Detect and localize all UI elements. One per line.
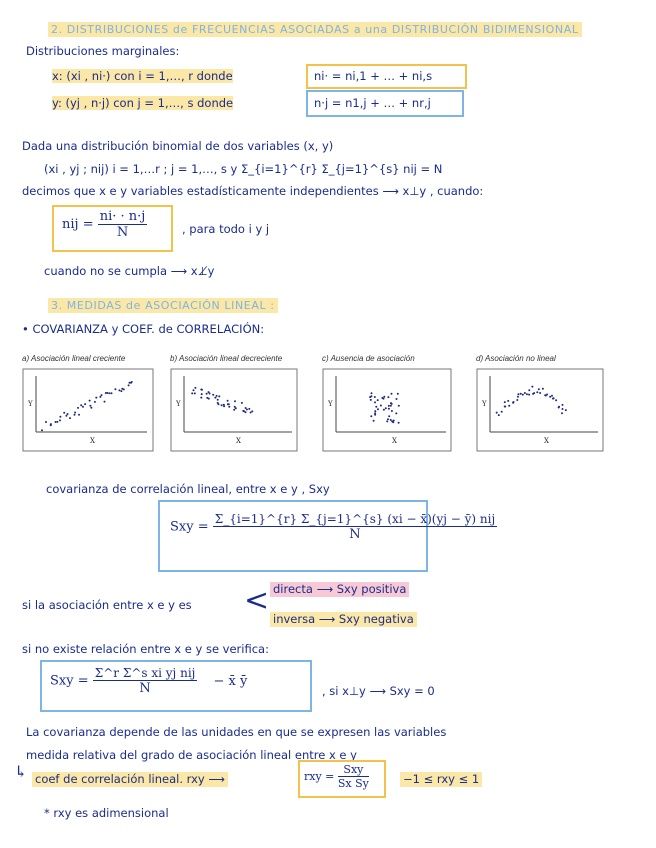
covariance-title: • COVARIANZA y COEF. de CORRELACIÓN: <box>22 322 265 336</box>
scatter-point <box>546 394 548 396</box>
scatter-point <box>396 398 398 400</box>
scatter-point <box>516 399 518 401</box>
scatter-point <box>218 395 220 397</box>
scatter-point <box>565 409 567 411</box>
scatter-point <box>194 387 196 389</box>
scatter-point <box>99 396 101 398</box>
scatter-point <box>50 424 52 426</box>
scatter-point <box>390 419 392 421</box>
scatter-point <box>551 395 553 397</box>
scatter-point <box>200 397 202 399</box>
scatter-point <box>373 420 375 422</box>
scatter-point <box>106 392 108 394</box>
plot-b-ylabel: Y <box>176 400 181 408</box>
scatter-point <box>206 393 208 395</box>
no-relation-numerator: Σ^r Σ^s xi yj nij <box>94 666 196 680</box>
independence-formula <box>62 209 147 240</box>
scatter-point <box>513 401 515 403</box>
plot-d <box>476 368 604 452</box>
scatter-point <box>549 396 551 398</box>
scatter-point <box>526 393 528 395</box>
binomial-line-1: Dada una distribución binomial de dos variables (x, y) <box>22 139 334 153</box>
binomial-line-2: (xi , yj ; nij) i = 1,…r ; j = 1,…, s y Σ_{i=1}^{r} Σ_{j=1}^{s} nij = N <box>44 162 443 176</box>
covariance-fraction <box>213 512 497 542</box>
no-relation-lead: si no existe relación entre x e y se verifica: <box>22 642 269 656</box>
scatter-point <box>59 419 61 421</box>
binomial-line-3: decimos que x e y variables estadísticamente independientes ⟶ x⊥y , cuando: <box>22 184 484 198</box>
plot-a-title: a) Asociación lineal creciente <box>22 354 126 363</box>
independence-tail: , para todo i y j <box>182 222 270 236</box>
scatter-point <box>74 412 76 414</box>
scatter-point <box>392 421 394 423</box>
scatter-point <box>528 389 530 391</box>
plot-d-xlabel: X <box>544 437 549 445</box>
scatter-point <box>234 400 236 402</box>
covariance-denominator: N <box>349 527 361 542</box>
plot-c-frame <box>323 369 451 451</box>
scatter-point <box>63 412 65 414</box>
scatter-point <box>218 403 220 405</box>
scatter-point <box>387 418 389 420</box>
scatter-point <box>194 392 196 394</box>
x-marginal-line <box>52 69 233 84</box>
scatter-point <box>536 391 538 393</box>
plot-b-xlabel: X <box>236 437 241 445</box>
closing-line-1: La covarianza depende de las unidades en que se expresen las variables <box>26 725 447 739</box>
closing-line-2: medida relativa del grado de asociación lineal entre x e y <box>26 748 357 762</box>
correlation-numerator: Sxy <box>338 763 369 777</box>
scatter-point <box>200 389 202 391</box>
scatter-point <box>397 393 399 395</box>
scatter-point <box>89 405 91 407</box>
scatter-point <box>84 403 86 405</box>
scatter-point <box>74 414 76 416</box>
scatter-point <box>528 394 530 396</box>
scatter-point <box>235 407 237 409</box>
no-relation-fraction <box>93 666 198 696</box>
scatter-point <box>80 404 82 406</box>
scatter-point <box>558 407 560 409</box>
scatter-point <box>227 400 229 402</box>
scatter-point <box>243 410 245 412</box>
plot-c-ylabel: Y <box>328 400 333 408</box>
scatter-point <box>131 381 133 383</box>
scatter-point <box>374 401 376 403</box>
scatter-point <box>94 401 96 403</box>
scatter-point <box>390 405 392 407</box>
scatter-point <box>223 405 225 407</box>
scatter-point <box>221 404 223 406</box>
closing-hook-arrow: ↳ <box>14 762 28 781</box>
scatter-point <box>191 392 193 394</box>
plot-a-frame <box>23 369 153 451</box>
scatter-point <box>387 396 389 398</box>
scatter-point <box>120 390 122 392</box>
closing-line-4: * rxy es adimensional <box>44 806 169 820</box>
scatter-point <box>380 405 382 407</box>
scatter-point <box>381 397 383 399</box>
scatter-point <box>214 397 216 399</box>
section-2-heading: 2. DISTRIBUCIONES de FRECUENCIAS ASOCIADAS a una DISTRIBUCIÓN BIDIMENSIONAL <box>48 22 582 37</box>
scatter-point <box>375 406 377 408</box>
y-marginal-line <box>52 96 233 111</box>
x-marginal-text: x: (xi , ni·) con i = 1,…, r donde <box>52 69 233 83</box>
scatter-point <box>524 392 526 394</box>
scatter-point <box>41 429 43 431</box>
scatter-point <box>208 398 210 400</box>
association-inversa: inversa ⟶ Sxy negativa <box>270 612 417 627</box>
scatter-point <box>67 413 69 415</box>
scatter-point <box>383 409 385 411</box>
scatter-point <box>216 395 218 397</box>
scatter-point <box>250 412 252 414</box>
y-marginal-text: y: (yj , n·j) con j = 1,…, s donde <box>52 96 234 110</box>
scatter-point <box>388 408 390 410</box>
scatter-point <box>393 420 395 422</box>
covariance-description: covarianza de correlación lineal, entre x e y , Sxy <box>46 482 330 496</box>
scatter-point <box>251 410 253 412</box>
scatter-point <box>371 392 373 394</box>
scatter-point <box>561 412 563 414</box>
scatter-point <box>193 389 195 391</box>
independence-lhs: nij = <box>62 217 94 232</box>
plot-c <box>322 368 452 452</box>
scatter-point <box>388 405 390 407</box>
no-relation-tail: , si x⊥y ⟶ Sxy = 0 <box>322 684 435 698</box>
scatter-point <box>501 411 503 413</box>
scatter-point <box>90 407 92 409</box>
no-relation-lhs: Sxy = <box>50 673 89 689</box>
scatter-point <box>374 396 376 398</box>
scatter-point <box>95 397 97 399</box>
y-marginal-formula: n·j = n1,j + … + nr,j <box>314 96 431 110</box>
scatter-point <box>201 393 203 395</box>
association-brace: < <box>244 583 270 618</box>
scatter-point <box>233 409 235 411</box>
x-marginal-formula: ni· = ni,1 + … + ni,s <box>314 69 433 83</box>
scatter-point <box>562 408 564 410</box>
scatter-point <box>228 406 230 408</box>
scatter-point <box>398 422 400 424</box>
not-independent-line: cuando no se cumpla ⟶ x⊥̸y <box>44 264 215 278</box>
scatter-point <box>128 384 130 386</box>
scatter-point <box>246 409 248 411</box>
association-directa: directa ⟶ Sxy positiva <box>270 582 409 597</box>
scatter-point <box>118 389 120 391</box>
plot-c-xlabel: X <box>392 437 397 445</box>
no-relation-formula <box>50 666 247 696</box>
plot-d-ylabel: Y <box>482 400 487 408</box>
scatter-point <box>507 400 509 402</box>
scatter-point <box>383 396 385 398</box>
covariance-formula <box>170 512 497 542</box>
plot-a-ylabel: Y <box>28 400 33 408</box>
scatter-point <box>386 420 388 422</box>
plot-b-title: b) Asociación lineal decreciente <box>170 354 283 363</box>
scatter-point <box>531 386 533 388</box>
scatter-point <box>59 416 61 418</box>
scatter-point <box>504 401 506 403</box>
scatter-point <box>391 403 393 405</box>
scatter-point <box>370 395 372 397</box>
scatter-point <box>395 412 397 414</box>
scatter-point <box>114 388 116 390</box>
scatter-point <box>111 392 113 394</box>
plot-a-xlabel: X <box>90 437 95 445</box>
scatter-point <box>56 421 58 423</box>
scatter-point <box>45 421 47 423</box>
scatter-point <box>504 406 506 408</box>
correlation-lhs: rxy = <box>304 770 335 783</box>
plot-a <box>22 368 154 452</box>
scatter-point <box>77 407 79 409</box>
scatter-point <box>217 399 219 401</box>
scatter-point <box>539 392 541 394</box>
marginales-title: Distribuciones marginales: <box>26 44 180 58</box>
no-relation-denominator: N <box>139 681 151 696</box>
scatter-point <box>385 407 387 409</box>
scatter-point <box>82 406 84 408</box>
scatter-point <box>104 401 106 403</box>
independence-denominator: N <box>116 225 129 240</box>
scatter-point <box>520 393 522 395</box>
closing-line-3: coef de correlación lineal. rxy ⟶ <box>32 772 228 787</box>
plot-b <box>170 368 298 452</box>
scatter-point <box>391 410 393 412</box>
scatter-point <box>522 394 524 396</box>
plot-d-frame <box>477 369 603 451</box>
scatter-point <box>228 403 230 405</box>
covariance-numerator: Σ_{i=1}^{r} Σ_{j=1}^{s} (xi − x̄)(yj − ȳ) nij <box>214 512 496 526</box>
scatter-point <box>508 405 510 407</box>
scatter-point <box>555 399 557 401</box>
scatter-point <box>69 417 71 419</box>
association-lead: si la asociación entre x e y es <box>22 598 192 612</box>
scatter-point <box>538 388 540 390</box>
scatter-point <box>370 399 372 401</box>
scatter-point <box>517 396 519 398</box>
scatter-point <box>377 399 379 401</box>
scatter-point <box>542 388 544 390</box>
scatter-point <box>498 414 500 416</box>
scatter-point <box>208 391 210 393</box>
scatter-point <box>370 415 372 417</box>
scatter-point <box>374 410 376 412</box>
covariance-lhs: Sxy = <box>170 519 209 535</box>
scatter-point <box>248 408 250 410</box>
scatter-point <box>388 415 390 417</box>
scatter-point <box>377 408 379 410</box>
correlation-denominator: Sx Sy <box>337 777 369 790</box>
no-relation-minus: − x̄ ȳ <box>213 673 248 689</box>
scatter-point <box>241 402 243 404</box>
scatter-point <box>496 412 498 414</box>
scatter-point <box>398 405 400 407</box>
scatter-point <box>108 392 110 394</box>
scatter-point <box>55 421 57 423</box>
scatter-point <box>65 415 67 417</box>
correlation-range: −1 ≤ rxy ≤ 1 <box>400 772 482 787</box>
section-3-heading: 3. MEDIDAS de ASOCIACIÓN LINEAL : <box>48 298 278 313</box>
scatter-point <box>212 394 214 396</box>
correlation-formula <box>304 763 369 790</box>
independence-numerator: ni· · n·j <box>99 209 146 224</box>
plot-d-title: d) Asociación no lineal <box>476 354 556 363</box>
scatter-point <box>562 404 564 406</box>
scatter-point <box>517 393 519 395</box>
correlation-fraction <box>338 763 369 790</box>
scatter-point <box>89 400 91 402</box>
scatter-point <box>101 394 103 396</box>
scatter-point <box>123 388 125 390</box>
scatter-point <box>553 397 555 399</box>
independence-fraction <box>98 209 148 240</box>
scatter-point <box>78 414 80 416</box>
scatter-point <box>391 393 393 395</box>
scatter-point <box>533 392 535 394</box>
scatter-point <box>374 412 376 414</box>
plot-c-title: c) Ausencia de asociación <box>322 354 415 363</box>
